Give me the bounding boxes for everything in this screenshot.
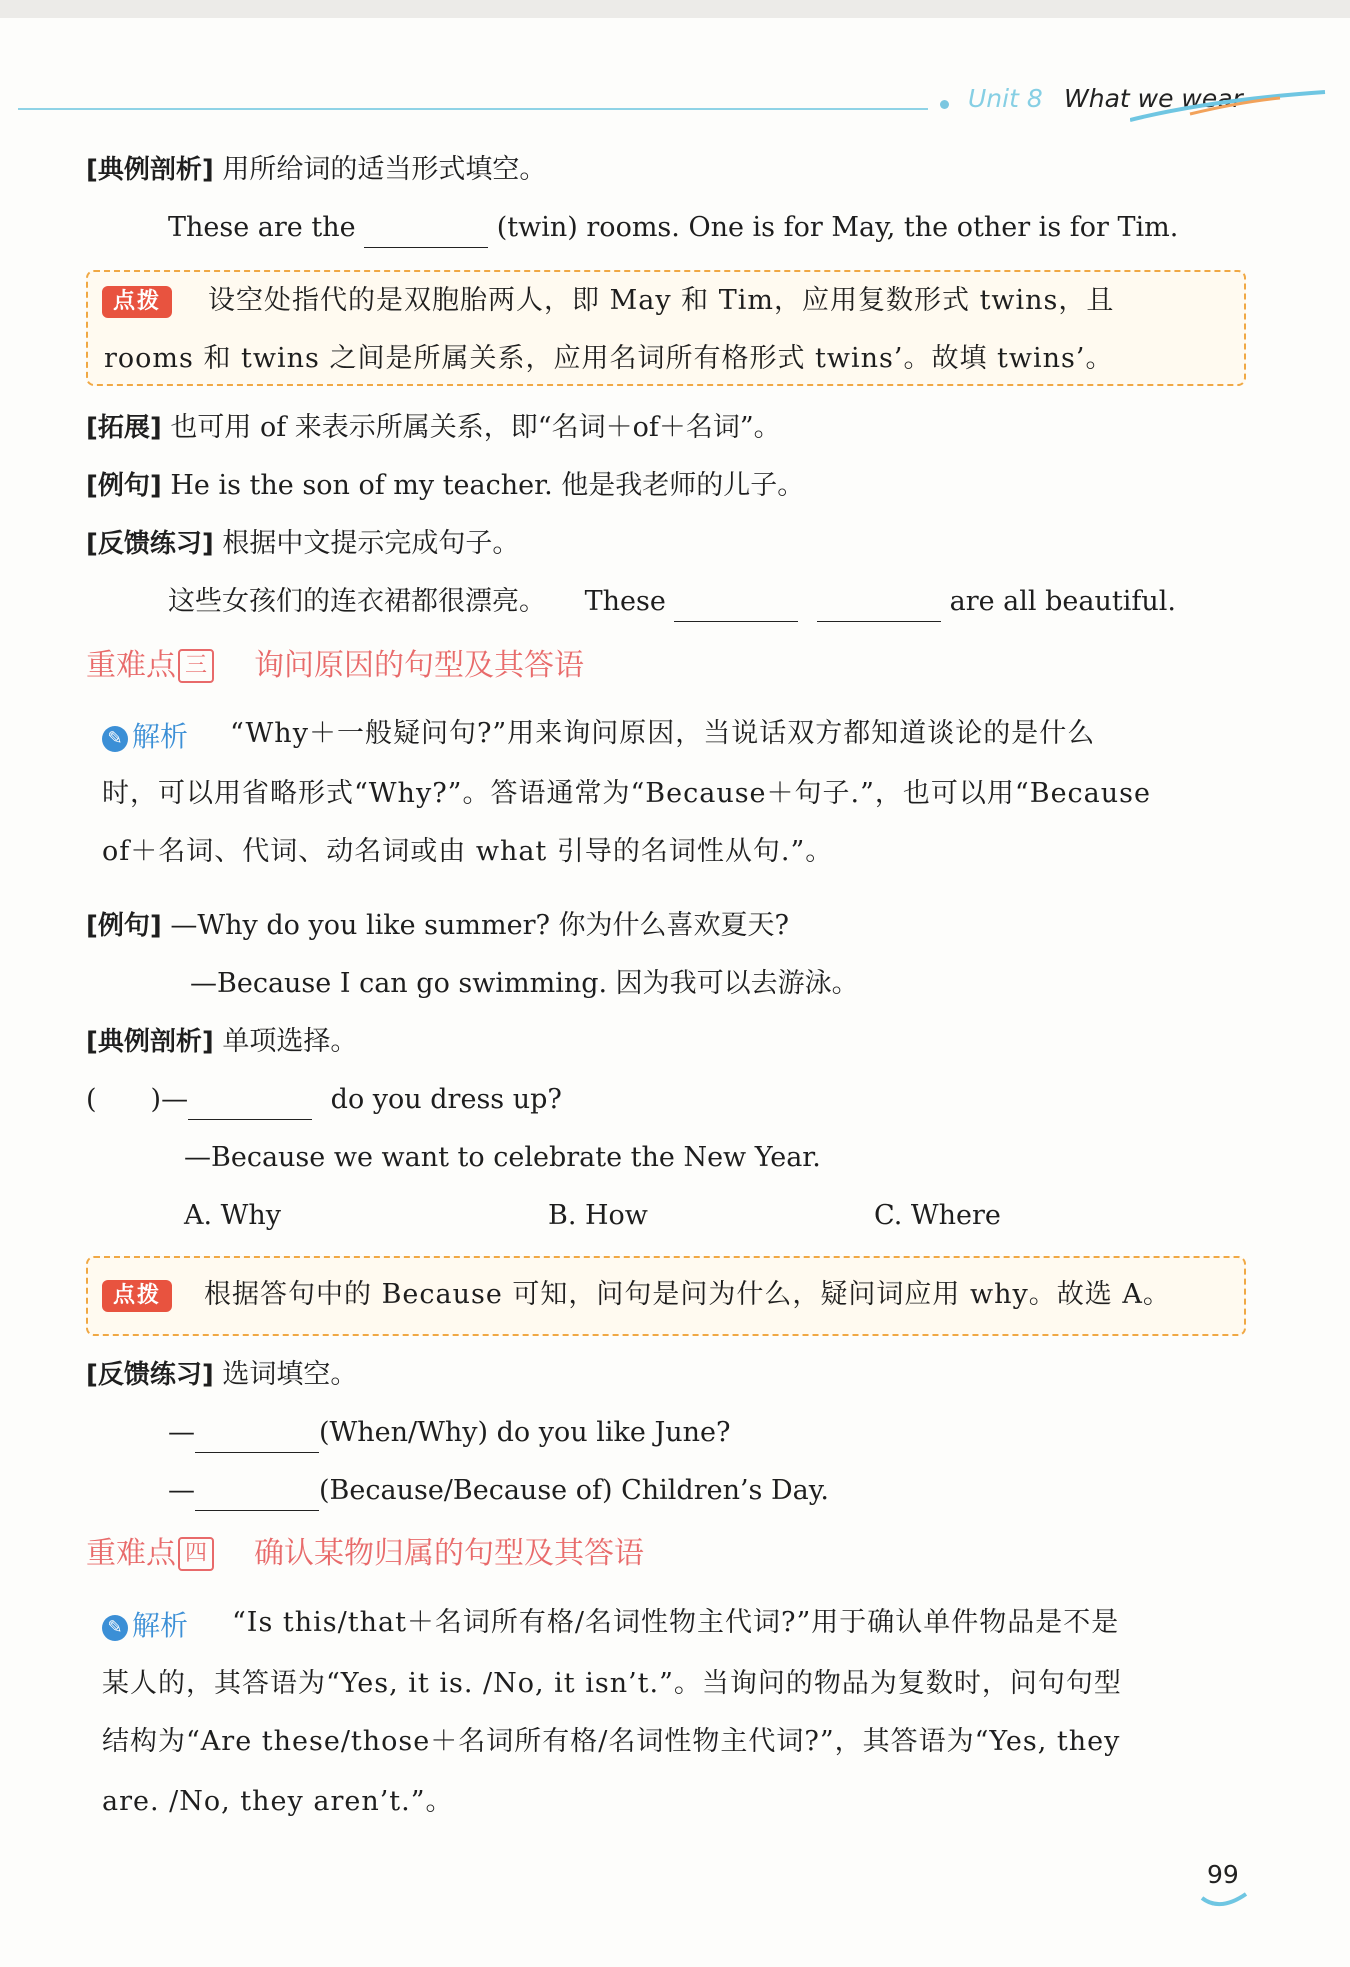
- section-title: 确认某物归属的句型及其答语: [254, 1536, 644, 1571]
- fill-question-1: [168, 1413, 731, 1453]
- analysis-line-3: of＋名词、代词、动名词或由 what 引导的名词性从句.”。: [102, 836, 834, 867]
- analysis-line-1: “Why＋一般疑问句?”用来询问原因，当说话双方都知道谈论的是什么: [230, 718, 1096, 749]
- sentence-end: (twin) rooms. One is for May, the other is for Tim.: [496, 212, 1179, 243]
- analysis-line-2: 时，可以用省略形式“Why?”。答语通常为“Because＋句子.”，也可以用“Because: [102, 778, 1151, 809]
- example-analysis-2: [86, 1022, 357, 1062]
- chinese-prompt: 这些女孩们的连衣裙都很漂亮。: [168, 586, 546, 617]
- section-number: 三: [178, 649, 214, 683]
- answer-blank[interactable]: [817, 591, 941, 622]
- example-text: He is the son of my teacher. 他是我老师的儿子。: [170, 470, 805, 501]
- pencil-icon: ✎: [102, 726, 128, 752]
- header-title: What we wear: [1064, 84, 1243, 113]
- mc-question: [86, 1080, 562, 1120]
- analysis-label-3: [102, 715, 188, 755]
- feedback-1-exercise: [168, 582, 1176, 622]
- example-answer: —Because I can go swimming. 因为我可以去游泳。: [190, 968, 859, 999]
- answer-paren: ( )—: [86, 1084, 189, 1115]
- example-analysis-1: [86, 150, 546, 190]
- feedback-instruction: 根据中文提示完成句子。: [222, 528, 520, 559]
- example-sentence-2: [86, 906, 789, 946]
- feedback-1: [86, 524, 519, 564]
- hint-box-1: [86, 270, 1246, 386]
- dash: —: [168, 1475, 195, 1506]
- section-prefix: 重难点: [86, 648, 176, 683]
- example-question: —Why do you like summer? 你为什么喜欢夏天?: [170, 910, 790, 941]
- label-example: [例句]: [86, 911, 162, 941]
- en-end: are all beautiful.: [949, 586, 1176, 617]
- section-prefix: 重难点: [86, 1536, 176, 1571]
- answer-blank[interactable]: [195, 1422, 319, 1453]
- label-extend: [拓展]: [86, 413, 162, 443]
- sentence-start: These are the: [168, 212, 356, 243]
- header-dot: [940, 100, 949, 109]
- section-number: 四: [178, 1537, 214, 1571]
- option-a[interactable]: A. Why: [184, 1200, 282, 1231]
- option-b[interactable]: B. How: [548, 1200, 648, 1231]
- instruction: 用所给词的适当形式填空。: [222, 154, 547, 185]
- analysis-label: 解析: [132, 720, 189, 753]
- fill-text: (Because/Because of) Children’s Day.: [319, 1475, 829, 1506]
- hint-tag: 点拨: [102, 286, 172, 318]
- hint-line-1: 根据答句中的 Because 可知，问句是问为什么，疑问词应用 why。故选 A。: [204, 1279, 1171, 1310]
- hint-line-1: 设空处指代的是双胞胎两人，即 May 和 Tim，应用复数形式 twins，且: [208, 285, 1115, 316]
- instruction: 单项选择。: [222, 1026, 358, 1057]
- analysis-line-2: 某人的，其答语为“Yes, it is. /No, it isn’t.”。当询问的物品为复数时，问句句型: [102, 1668, 1122, 1699]
- header-unit: Unit 8: [968, 84, 1043, 113]
- section-heading-3: [86, 640, 584, 684]
- fill-text: (When/Why) do you like June?: [319, 1417, 731, 1448]
- answer-blank[interactable]: [195, 1480, 319, 1511]
- answer-blank[interactable]: [364, 217, 488, 248]
- header-swoosh-icon: [1130, 90, 1330, 130]
- question-sentence: [168, 208, 1178, 248]
- section-heading-4: [86, 1528, 644, 1572]
- hint-line-2: rooms 和 twins 之间是所属关系，应用名词所有格形式 twins’。故填 twins’。: [104, 343, 1114, 374]
- analysis-label: 解析: [132, 1609, 189, 1642]
- answer-blank[interactable]: [674, 591, 798, 622]
- feedback-instruction: 选词填空。: [222, 1359, 358, 1390]
- analysis-line-4: are. /No, they aren’t.”。: [102, 1786, 454, 1817]
- feedback-2: [86, 1355, 357, 1395]
- pencil-icon: ✎: [102, 1615, 128, 1641]
- label-example-analysis: [典例剖析]: [86, 1027, 214, 1057]
- hint-tag: 点拨: [102, 1280, 172, 1312]
- en-start: These: [584, 586, 666, 617]
- option-c[interactable]: C. Where: [874, 1200, 1001, 1231]
- analysis-label-4: [102, 1604, 188, 1644]
- fill-question-2: [168, 1471, 829, 1511]
- analysis-line-3: 结构为“Are these/those＋名词所有格/名词性物主代词?”，其答语为“Yes, they: [102, 1726, 1121, 1757]
- page-number-swoosh-icon: [1200, 1890, 1250, 1912]
- header-rule: [18, 108, 928, 110]
- label-example: [例句]: [86, 471, 162, 501]
- section-title: 询问原因的句型及其答语: [254, 648, 584, 683]
- label-example-analysis: [典例剖析]: [86, 155, 214, 185]
- dash: —: [168, 1417, 195, 1448]
- answer-blank[interactable]: [188, 1089, 312, 1120]
- analysis-line-1: “Is this/that＋名词所有格/名词性物主代词?”用于确认单件物品是不是: [232, 1607, 1120, 1638]
- extend-line: [86, 408, 781, 448]
- label-feedback: [反馈练习]: [86, 1360, 214, 1390]
- question-rest: do you dress up?: [330, 1084, 562, 1115]
- extend-text: 也可用 of 来表示所属关系，即“名词＋of＋名词”。: [170, 412, 781, 443]
- label-feedback: [反馈练习]: [86, 529, 214, 559]
- hint-box-2: [86, 1256, 1246, 1336]
- mc-answer-line: —Because we want to celebrate the New Year.: [184, 1142, 821, 1173]
- example-sentence-1: [86, 466, 804, 506]
- page-number: 99: [1207, 1860, 1239, 1889]
